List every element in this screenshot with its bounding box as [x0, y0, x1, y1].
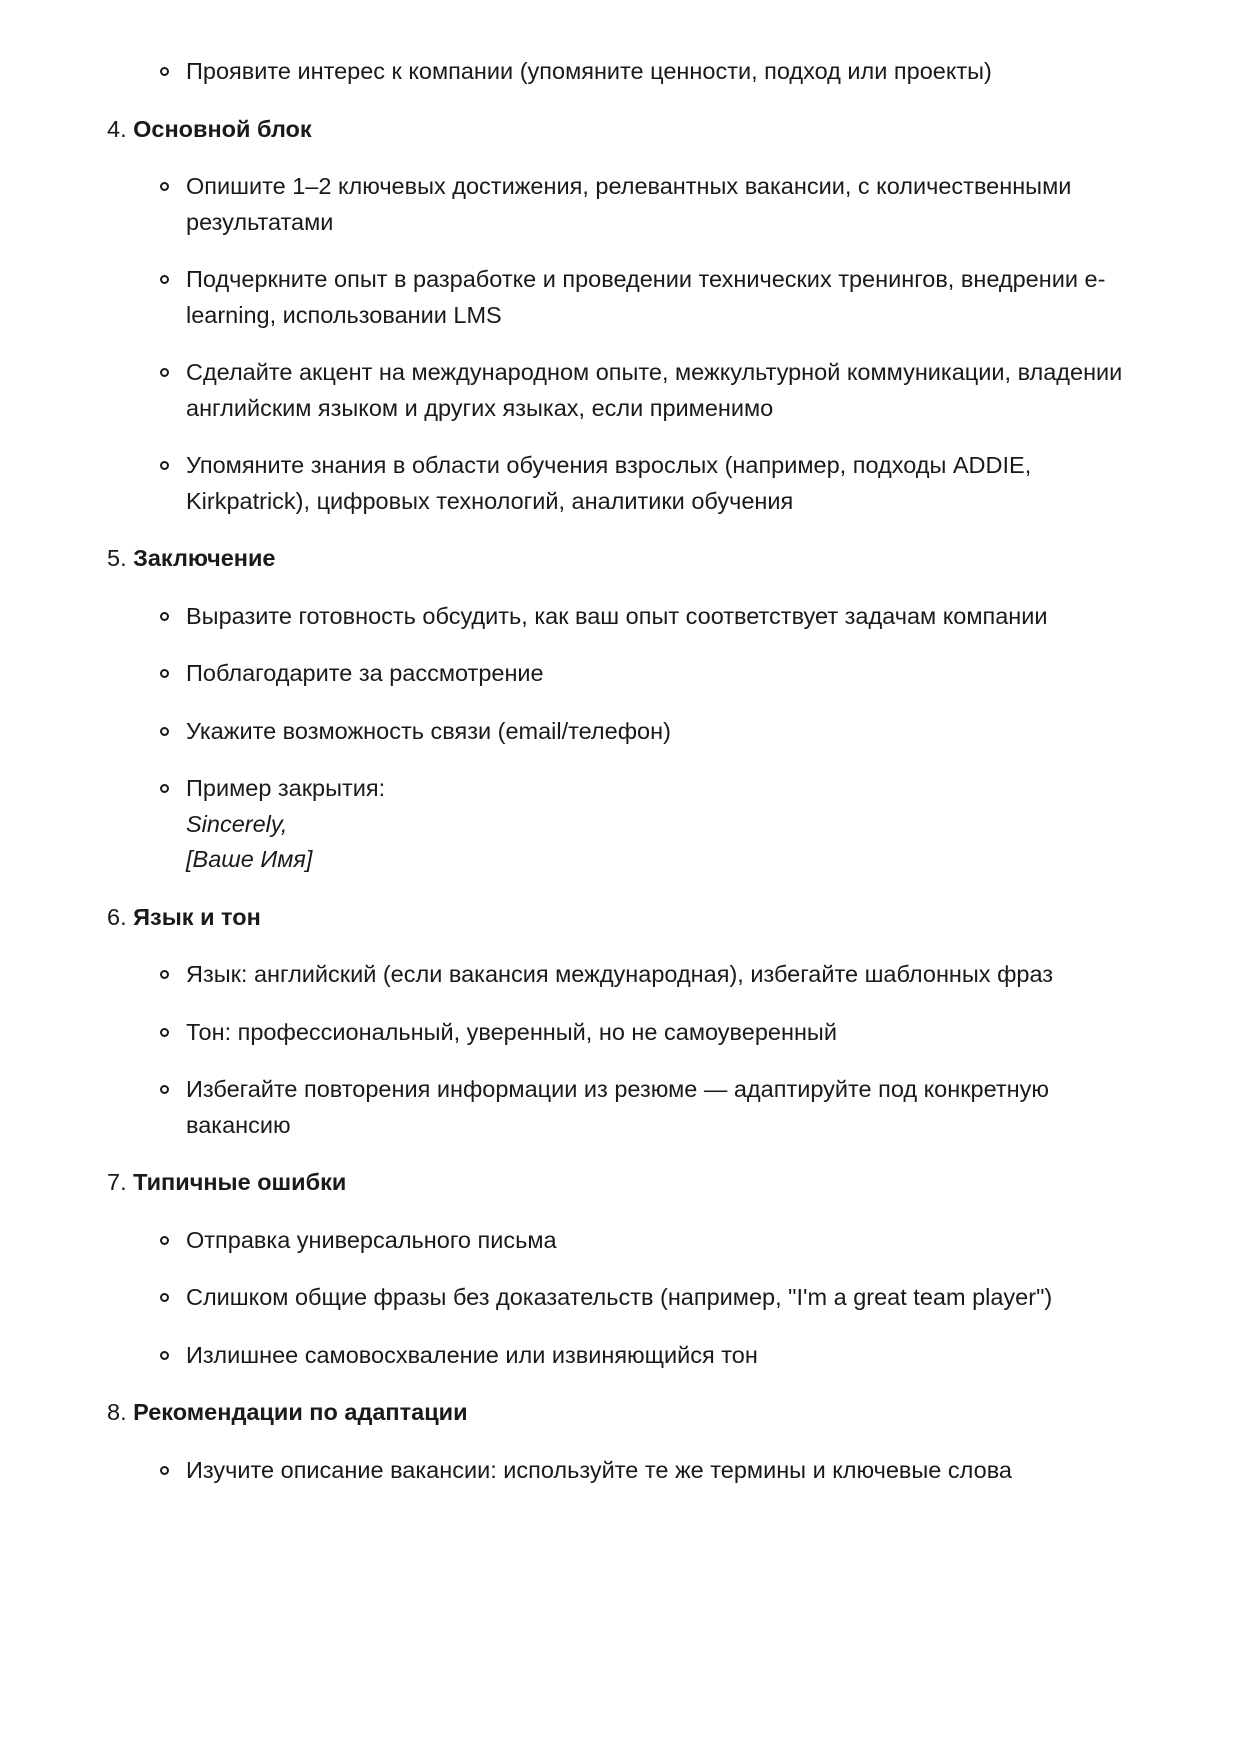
hollow-circle-bullet-icon — [160, 182, 169, 191]
section — [107, 541, 1129, 878]
hollow-circle-bullet-icon — [160, 970, 169, 979]
list-item-text: Укажите возможность связи (email/телефон) — [186, 717, 671, 744]
hollow-circle-bullet-icon — [160, 1028, 169, 1037]
list-item-text: Отправка универсального письма — [186, 1226, 557, 1253]
list-item-text: Упомяните знания в области обучения взрослых (например, подходы ADDIE, Kirkpatrick), цифровых технологий, аналитики обучения — [186, 452, 1032, 514]
list-item — [186, 169, 1129, 240]
list-item — [186, 448, 1129, 519]
list-item-text: Подчеркните опыт в разработке и проведении технических тренингов, внедрении e-learning, использовании LMS — [186, 266, 1106, 328]
list-item-text: Излишнее самовосхваление или извиняющийся тон — [186, 1341, 758, 1368]
section-item-list — [107, 599, 1129, 878]
section-heading — [107, 1165, 1129, 1201]
section-item-list — [107, 169, 1129, 519]
list-item — [186, 1338, 1129, 1374]
list-item — [186, 714, 1129, 750]
hollow-circle-bullet-icon — [160, 612, 169, 621]
section-title: Язык и тон — [133, 903, 261, 930]
list-item — [186, 1015, 1129, 1051]
list-item — [186, 1223, 1129, 1259]
closing-line: [Ваше Имя] — [186, 846, 313, 872]
section-title: Типичные ошибки — [133, 1169, 347, 1195]
list-item — [186, 54, 1129, 90]
list-item — [186, 771, 1129, 878]
section — [107, 1165, 1129, 1373]
hollow-circle-bullet-icon — [160, 1466, 169, 1475]
hollow-circle-bullet-icon — [160, 67, 169, 76]
list-item — [186, 656, 1129, 692]
closing-line: Sincerely, — [186, 810, 288, 837]
list-item — [186, 262, 1129, 333]
section-heading — [107, 541, 1129, 577]
section-item-list — [107, 957, 1129, 1143]
section-heading — [107, 112, 1129, 148]
section-title: Рекомендации по адаптации — [133, 1399, 468, 1425]
section-number: 8. — [107, 1399, 127, 1425]
intro-list — [107, 54, 1129, 90]
hollow-circle-bullet-icon — [160, 368, 169, 377]
hollow-circle-bullet-icon — [160, 669, 169, 678]
list-item — [186, 355, 1129, 426]
list-item-text: Поблагодарите за рассмотрение — [186, 660, 544, 686]
hollow-circle-bullet-icon — [160, 275, 169, 284]
list-item-text: Выразите готовность обсудить, как ваш опыт соответствует задачам компании — [186, 602, 1048, 629]
list-item-text: Язык: английский (если вакансия международная), избегайте шаблонных фраз — [186, 961, 1054, 987]
section-item-list — [107, 1223, 1129, 1374]
hollow-circle-bullet-icon — [160, 1293, 169, 1302]
hollow-circle-bullet-icon — [160, 1351, 169, 1360]
hollow-circle-bullet-icon — [160, 727, 169, 736]
section — [107, 1395, 1129, 1488]
hollow-circle-bullet-icon — [160, 784, 169, 793]
section-title: Заключение — [133, 545, 276, 571]
section-number: 5. — [107, 545, 127, 571]
list-item — [186, 1072, 1129, 1143]
list-item-text: Проявите интерес к компании (упомяните ценности, подход или проекты) — [186, 58, 992, 84]
section-heading — [107, 900, 1129, 936]
section-item-list — [107, 1453, 1129, 1489]
list-item-text: Тон: профессиональный, уверенный, но не самоуверенный — [186, 1018, 837, 1045]
section-title: Основной блок — [133, 115, 312, 142]
list-item-text: Изучите описание вакансии: используйте те же термины и ключевые слова — [186, 1456, 1012, 1483]
list-item — [186, 1453, 1129, 1489]
list-item-text: Сделайте акцент на международном опыте, межкультурной коммуникации, владении английским языком и других языках, если применимо — [186, 359, 1123, 421]
sections-container — [107, 112, 1129, 1489]
section-heading — [107, 1395, 1129, 1431]
section — [107, 112, 1129, 520]
section — [107, 900, 1129, 1144]
hollow-circle-bullet-icon — [160, 461, 169, 470]
list-item — [186, 957, 1129, 993]
list-item — [186, 1280, 1129, 1316]
list-item — [186, 599, 1129, 635]
section-number: 6. — [107, 903, 127, 930]
list-item-text: Опишите 1–2 ключевых достижения, релевантных вакансии, с количественными результатами — [186, 173, 1072, 235]
section-number: 7. — [107, 1169, 127, 1195]
hollow-circle-bullet-icon — [160, 1236, 169, 1245]
list-item-text: Слишком общие фразы без доказательств (например, "I'm a great team player") — [186, 1284, 1053, 1310]
section-number: 4. — [107, 115, 127, 142]
list-item-text: Избегайте повторения информации из резюме — адаптируйте под конкретную вакансию — [186, 1076, 1049, 1138]
hollow-circle-bullet-icon — [160, 1085, 169, 1094]
list-item-text: Пример закрытия: — [186, 775, 386, 801]
